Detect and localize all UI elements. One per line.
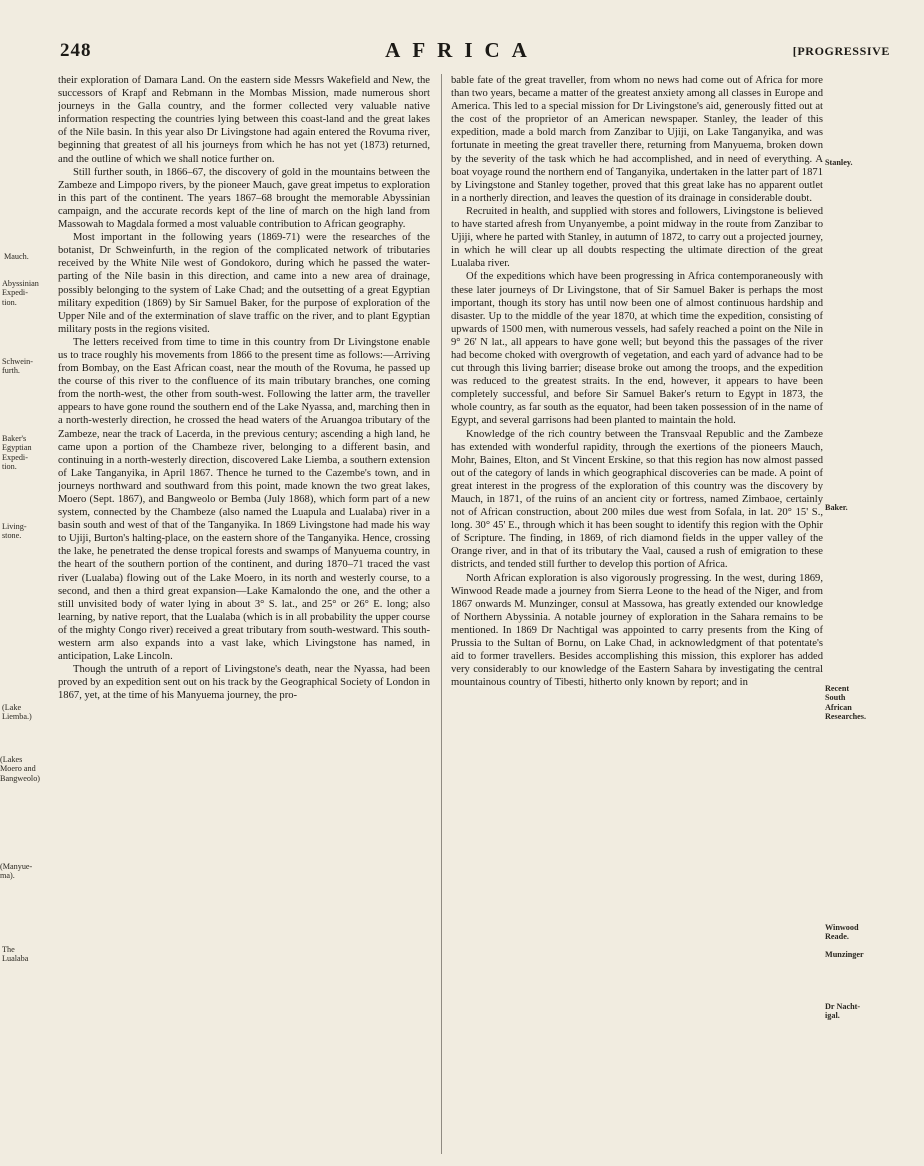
- margin-note: Living- stone.: [2, 522, 27, 541]
- margin-note: (Manyue- ma).: [0, 862, 33, 881]
- margin-note: Mauch.: [4, 252, 29, 261]
- page-number: 248: [60, 40, 92, 61]
- right-column: [451, 74, 823, 1162]
- paragraph: Still further south, in 1866–67, the discovery of gold in the mountains between the Zambeze and Limpopo rivers, by the pioneer Mauch, gave great impetus to exploration in this part of the continent. The years 1867–68 brought the memorable Abyssinian campaign, and the accurate records kept of the line of march on the high land from Massowah to Magdala formed a most valuable contribution to African geography.: [58, 166, 430, 231]
- paragraph: their exploration of Damara Land. On the eastern side Messrs Wakefield and New, the successors of Krapf and Rebmann in the Mombas Mission, made numerous short journeys in the Galla country, and the former collected very valuable native information respecting the countries lying between this coast-land and the great lakes of the Nile basin. In this year also Dr Livingstone had again entered the Rovuma river, beginning that greatest of all his journeys from which he has not yet (1873) returned, and the outline of which we shall notice further on.: [58, 75, 430, 165]
- paragraph: North African exploration is also vigorously progressing. In the west, during 1869, Winwood Reade made a journey from Sierra Leone to the head of the Niger, and from 1867 onwards M. Munzinger, consul at Massowa, has greatly extended our knowledge of Northern Abyssinia. A notable journey of exploration in the Sahara remains to be mentioned. In 1869 Dr Nachtigal was appointed to carry presents from the King of Prussia to the Sultan of Bornu, on Lake Chad, in acknowledgment of that potentate's aid to former travellers. Besides accomplishing this mission, this explorer has added very considerably to our knowledge of the Eastern Sahara by investigating the central mountainous country of Tibesti, hitherto only known by report; and in: [451, 572, 823, 689]
- margin-note: Dr Nacht- igal.: [825, 1002, 861, 1021]
- margin-note: (Lake Liemba.): [2, 703, 32, 722]
- paragraph: The letters received from time to time in this country from Dr Livingstone enable us to trace roughly his movements from 1866 to the present time as follows:—Arriving from Bombay, on the East African coast, near the mouth of the Rovuma, he passed up the course of this river to the confluence of its main tributary branches, one coming from the north-west, the other from south-west. Following the latter arm, the traveller appears to have gone round the southern end of the Lake Nyassa, and, marching then in a north-westerly direction, he crossed the head waters of the Aruangoa tributary of the Zambeze, near the track of Lacerda, in the previous century; ascending a high land, he came upon a portion of the Chambeze river, belonging to a different basin, and continuing in a north-westerly direction, discovered Lake Liemba, a southern extension of Lake Tanganyika, in April 1867. Thence he turned to the Cazembe's town, and in journeys northward and southward from this point, made known the two great lakes, Moero (Sept. 1867), and Bangweolo or Bemba (July 1868), which form part of a new system, connected by the Chambeze (also named the Luapula and Lualaba) river in a basin south and west of that of the Tanganyika. In 1869 Livingstone had made his way to Ujiji, Burton's halting-place, on the eastern shore of the Tanganyika. Hence, crossing the lake, he penetrated the dense tropical forests and swamps of Manyuema country, in the heart of the southern portion of the continent, and during 1870–71 traced the vast river (Lualaba) flowing out of the Lake Moero, in its north and westerly course, to a second, and then a third great expansion—Lake Kamalondo the one, and the other a still unvisited body of water lying in about 3° S. lat., and 25° or 26° E. long; also learning, by native report, that the Lualaba (which is in all probability the upper course of the mighty Congo river) received a great tributary from south-westward. This south-western arm also expands into a vast lake, which Livingstone has named, in anticipation, Lake Lincoln.: [58, 336, 430, 663]
- margin-note: Winwood Reade.: [825, 923, 859, 942]
- margin-note: Baker's Egyptian Expedi- tion.: [2, 434, 32, 472]
- margin-note: (Lakes Moero and Bangweolo): [0, 755, 41, 783]
- margin-note: Schwein- furth.: [2, 357, 33, 376]
- margin-note: Abyssinian Expedi- tion.: [2, 279, 39, 307]
- page-header: [0, 0, 924, 70]
- running-title: AFRICA: [385, 38, 539, 62]
- paragraph: Recruited in health, and supplied with stores and followers, Livingstone is believed to have started afresh from Unyanyembe, a point midway in the route from Zanzibar to Ujiji, where he parted with Stanley, in autumn of 1872, to carry out a projected journey, in which he will clear up all doubts respecting the ultimate direction of the great Lualaba river.: [451, 205, 823, 270]
- paragraph: Though the untruth of a report of Livingstone's death, near the Nyassa, had been proved by an expedition sent out on his track by the Geographical Society of London in 1867, yet, at the time of his Manyuema journey, the pro-: [58, 664, 430, 702]
- margin-note: Baker.: [825, 503, 848, 512]
- margin-note: Munzinger: [825, 950, 864, 959]
- running-section: [PROGRESSIVE: [792, 44, 890, 58]
- margin-note: Recent South African Researches.: [825, 684, 867, 722]
- paragraph: bable fate of the great traveller, from whom no news had come out of Africa for more than two years, became a matter of the greatest anxiety among all classes in Europe and America. This led to a special mission for Dr Livingstone's aid, generously fitted out at the cost of the proprietor of an American newspaper. Stanley, the leader of this expedition, made a bold march from Zanzibar to Ujiji, on Lake Tanganyika, and was fortunate in meeting the great traveller there, returning from Manyuema, broken down by the severity of the task which he had accomplished, and in need of everything. A boat voyage round the northern end of Tanganyika, undertaken in the latter part of 1871 by Livingstone and Stanley together, proved that this great lake has no apparent outlet in a northerly direction, and leaves the question of its drainage in considerable doubt.: [451, 75, 823, 204]
- left-column: [58, 74, 430, 1162]
- paragraph: Most important in the following years (1869-71) were the researches of the botanist, Dr Schweinfurth, in the region of the complicated network of tributaries received by the White Nile west of Gondokoro, during which he passed the water-parting of the Nile basin in this direction, and came into a new area of drainage, possibly belonging to the system of Lake Chad; and the outsetting of a great Egyptian military expedition (1869) by Sir Samuel Baker, for the purpose of exploration of the Upper Nile and of the extermination of slave traffic on the river, and to plant Egyptian military posts in the regions visited.: [58, 232, 430, 335]
- margin-note: Stanley.: [825, 158, 853, 167]
- column-divider: [441, 74, 442, 1154]
- paragraph: Of the expeditions which have been progressing in Africa contemporaneously with these later journeys of Dr Livingstone, that of Sir Samuel Baker is perhaps the most important, though its story has until now been one of almost continuous hardship and disaster. Up to the middle of the year 1870, at which time the expedition, consisting of upwards of 1500 men, with numerous vessels, had safely reached a point on the Nile in 9° 26' N lat., all appears to have gone well; but beyond this the passages of the river had become choked with overgrowth of vegetation, and each yard of advance had to be cut through this living barrier; disease broke out among the troops, and the expedition was reduced to the greatest straits. In the end, however, it appears to have been completely successful, and before Sir Samuel Baker's return to Egypt in 1873, the whole country, as far south as the equator, had been taken possession of in the name of Egypt, and several garrisons had been planted to maintain the hold.: [451, 271, 823, 427]
- paragraph: Knowledge of the rich country between the Transvaal Republic and the Zambeze has extended with wonderful rapidity, through the exertions of the pioneers Mauch, Mohr, Baines, Elton, and St Vincent Erskine, so that this region has now almost passed out of the category of lands in which geographical discoveries can be made. A point of great interest in the progress of the exploration of this country was the discovery by Mauch, in 1871, of the ruins of an ancient city or fortress, named Zimbaoe, certainly not of African construction, about 200 miles due west from Sofala, in lat. 20° 15' S., long. 30° 45' E., through which it has been sought to identify this region with the Ophir of Scripture. The finding, in 1869, of rich diamond fields in the upper valley of the Orange river, and in that of its tributary the Vaal, caused a rush of emigration to these districts, and tended still further to develop this portion of Africa.: [451, 428, 823, 571]
- margin-note: The Lualaba: [2, 945, 29, 964]
